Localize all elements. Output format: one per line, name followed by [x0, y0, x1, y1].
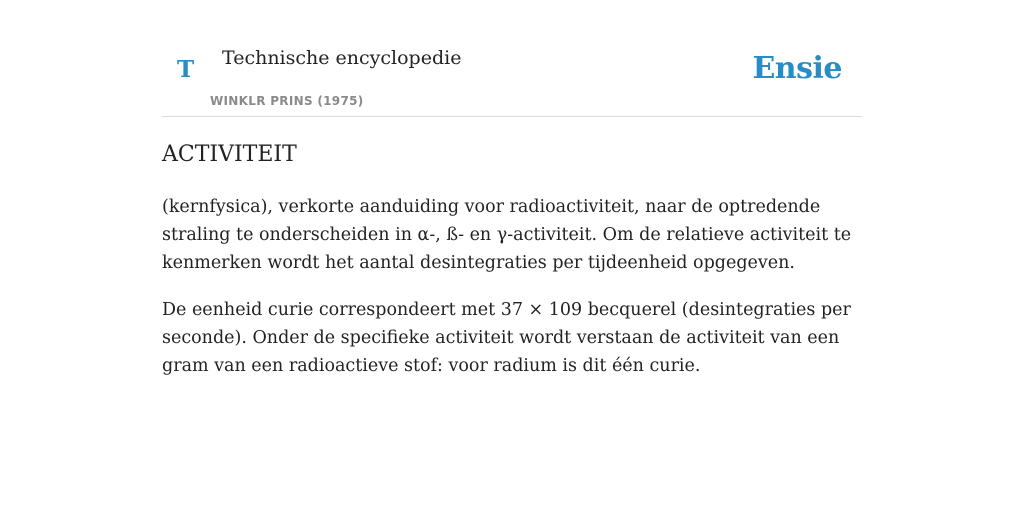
entry-page — [162, 0, 862, 376]
letter-index-link[interactable]: T — [177, 56, 195, 83]
entry-title: ACTIVITEIT — [162, 142, 297, 167]
entry-paragraph: (kernfysica), verkorte aanduiding voor radioactiviteit, naar de optredende straling te onderscheiden in α-, ß- en γ-activiteit. Om de relatieve activiteit te kenmerken wordt het aantal desintegraties per tijdeenheid opgegeven. — [162, 197, 852, 273]
entry-header — [162, 0, 862, 117]
source-label: WINKLR PRINS (1975) — [210, 94, 364, 108]
entry-body — [162, 193, 862, 399]
encyclopedia-title[interactable]: Technische encyclopedie — [222, 47, 462, 69]
entry-paragraph: De eenheid curie correspondeert met 37 × 109 becquerel (desintegraties per seconde). Onder de specifieke activiteit wordt verstaan de activiteit van een gram van een radioactieve stof: voor radium is dit één curie. — [162, 300, 851, 376]
ensie-logo[interactable]: Ensie — [752, 51, 842, 86]
